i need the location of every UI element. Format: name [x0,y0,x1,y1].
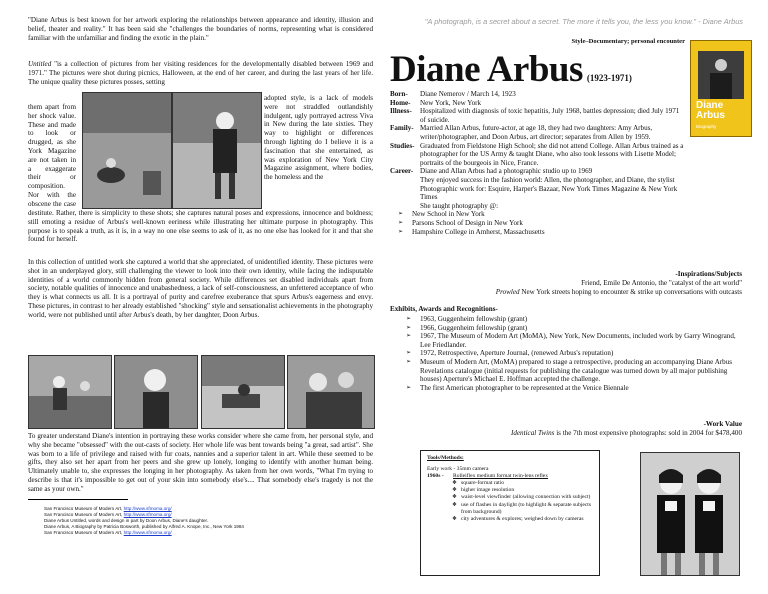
work-value-heading: -Work Value [703,420,742,428]
book-cover-subtitle: Biography [696,124,717,129]
wrap-text-left: them apart from her shock value. These and made to look or drugged, as she York Magazine are not taken in a exaggerate their or composition. Nor with the obscene the case [28,103,76,207]
exhibit-item: ➢ Museum of Modern Art, (MoMA) prepared to stage a retrospective, producing an accompanying Diane Arbus Revelations catalogue (initial requests for publishing the catalogue was turned down by all major publishing houses) Aperture's Michael E. Hoffman accepted the challenge. [398,358,743,384]
photo-strip-2 [114,355,198,429]
footnote: San Francisco Museum of Modern Art, http://www.sfmoma.org/ [44,506,172,511]
photo-identical-twins [640,452,740,576]
footnotes [44,506,374,536]
fact-home: Home- New York, New York [390,98,482,107]
style-label: Style–Documentary; personal encounter [571,38,685,45]
career-line: They enjoyed success in the fashion world: Allen, the photographer, and Diane, the stylist [420,175,675,184]
tools-1960s: 1960s - Rolleiflex medium format twin-lens reflex [427,473,549,480]
footnote: Diane Arbus, A Biography by Patricia Bosworth, published by Alfred A. Knope, Inc., New York 1984 [44,524,244,529]
tools-items [427,480,593,523]
tools-item: ❖ waist-level viewfinder (allowing connection with subject) [452,494,591,501]
photo-strip-1 [28,355,112,429]
exhibits-heading: Exhibits, Awards and Recognitions- [390,305,498,313]
fact-family: Family- Married Allan Arbus, future-actor, at age 18, they had two daughters: Amy Arbus, writer/photographer, and Doon Arbus, art director; separates from Allen by 1959. [390,124,653,141]
exhibits-list [398,315,743,392]
background-paragraph: To greater understand Diane's intention in portraying these works consider where she came from, her personal style, and why she became "obsessed" with the out-casts of society. Her whole life was bent towards being "a great, sad artist". She was born to a life of privilege and raised with fur coats, nannies and a superior talent in art. While these seemed to be gifts, they also set her apart from her peers and she grew up lonely, longing to identify with another human being. Ultimately unable to, she expresses the longing in her photography. As taken from her own words, "What I'm trying to describe is that it's impossible to get out of your skin into somebody else's.... That somebody else's tragedy is not the same as your own." [28,432,373,493]
exhibit-item: ➢ 1966, Guggenheim fellowship (grant) [398,324,743,333]
photo-untitled-1 [82,92,172,209]
school-item: ➢ New School in New York [390,210,685,219]
exhibit-item: ➢ 1967, The Museum of Modern Art (MoMA), New York, New Documents, included work by Garry Winogrand, Lee Friedlander. [398,332,743,349]
book-cover-title: Diane Arbus [696,100,725,121]
untitled-paragraph [28,60,373,86]
school-item: ➢ Hampshire College in Amherst, Massachusetts [390,228,685,237]
book-cover [690,40,752,137]
footnote: Diane Arbus Untitled, words and design in part by Doon Arbus, Diane's daughter. [44,518,209,523]
tools-box [420,450,600,576]
photo-strip-3 [201,355,285,429]
fact-career: Career- Diane and Allan Arbus had a photographic studio up to 1969 [390,167,593,176]
arbus-quote: "A photograph, is a secret about a secret. The more it tells you, the less you know." - Diane Arbus [424,17,743,26]
exhibit-item: ➢ 1972, Retrospective, Aperture Journal, (renewed Arbus's reputation) [398,349,743,358]
career-line: Photographic work for: Esquire, Harper's Bazaar, New York Times Magazine & New York Times [420,184,678,202]
tools-heading: Tools/Methods: [427,455,464,461]
photo-untitled-2 [172,92,262,209]
book-cover-photo [698,51,744,99]
artist-name: Diane Arbus [390,49,583,90]
tools-item: ❖ square-format ratio [452,480,505,487]
artist-years: (1923-1971) [586,73,632,83]
intro-paragraph: "Diane Arbus is best known for her artwork exploring the relationships between appearance and identity, illusion and belief, theater and reality." It has been said she "challenges the boundaries of norms, representing what is considered familiar with the unfamiliar and finding the exotic in the plain." [28,16,373,42]
untitled-title: Untitled [28,60,52,68]
exhibit-item: ➢ 1963, Guggenheim fellowship (grant) [398,315,743,324]
footnote-divider [28,499,128,500]
footnote: San Francisco Museum of Modern Art, http://www.sfmoma.org/ [44,530,172,535]
untitled-text: "is a collection of pictures from her visiting residences for the developmentally disabled between 1969 and 1971." The pictures were shot during picnics, Halloween, at the end of her career, and during the last years of her life. The unique quality these pictures posses, setting [28,60,373,86]
exhibit-item: ➢ The first American photographer to be represented at the Venice Biennale [398,384,743,393]
tools-item: ❖ higher image resolution [452,487,515,494]
fact-studies: Studies- Graduated from Fieldstone High School; she did not attend College. Allan Arbus trained as a photographer for the US Army & taught Diane, who also took lessons with Lisette Model; portraits of the bourgeois in Nice, France. [390,141,684,167]
facts-list [390,90,685,236]
tools-item: ❖ use of flashes in daylight (to highlight & separate subjects from background) [452,501,592,515]
untitled-paragraph-continued: destitute. Rather, there is simplicity to these shots; she captures natural poses and expressions, innocence and boldness; still emoting a residue of Arbus's well-known eeriness while illustrating her ultimate purpose in photography. This purpose is to speak a truth, as it is, in a way no one else seems to ask of it, as no one else has looked for it and that she found for herself. [28,209,373,244]
school-item: ➢ Parsons School of Design in New York [390,219,685,228]
inspirations-line-2: Prowled New York streets hoping to encounter & strike up conversations with outcasts [495,288,742,296]
tools-early: Early work - 35mm camera [427,466,489,473]
inspirations-heading: -Inspirations/Subjects [675,270,742,278]
wrap-text-right: adopted style, is a lack of models were not straddled outlandishly indulgent, ugly portrayed actress Viva in New during the late sixties. They way to highlight or differences through lighting do I believe it is a fascination that she entertained, as was exploration of New York City Magazine assignment, where bodies, the homeless and the [264,94,373,182]
collection-paragraph: In this collection of untitled work she captured a world that she appreciated, of unidentified identity. These pictures were shot in an underplayed glory, still challenging the viewer to look into their own identity, while facing the indisputable identities of a world commonly hidden from general society. While differences set disabled individuals apart from society, notable qualities of innocence and unabashedness, a lack of self-consciousness, an unfettered acceptance of who they is what connects us all. It is a portrayal of purity and carefree exuberance that spurs Arbus's eagerness and envy. These pictures, in contrast to her already established "shocking" style and sensationalist achievements in the photography world, were not published until after Arbus's death, by her daughter, Doon Arbus. [28,258,373,319]
tools-item: ❖ city adventures & explores; weighed down by cameras [452,515,584,522]
fact-born: Born- Diane Nemerov / March 14, 1923 [390,90,516,98]
fact-illness: Illness- Hospitalized with diagnosis of toxic hepatitis, July 1968, battles depression; died July 1971 of suicide. [390,107,680,124]
work-value-line: Identical Twins is the 7th most expensive photographs: sold in 2004 for $478,400 [511,429,742,437]
page-title [390,50,690,90]
footnote: San Francisco Museum of Modern Art, http://www.sfmoma.org/ [44,512,172,517]
career-line: She taught photography @: [420,201,499,210]
footnote-link[interactable]: http://www.sfmoma.org/ [123,512,172,517]
inspirations-line-1: Friend, Emile De Antonio, the "catalyst of the art world" [581,279,742,287]
footnote-link[interactable]: http://www.sfmoma.org/ [123,506,172,511]
footnote-link[interactable]: http://www.sfmoma.org/ [123,530,172,535]
photo-strip-4 [287,355,375,429]
